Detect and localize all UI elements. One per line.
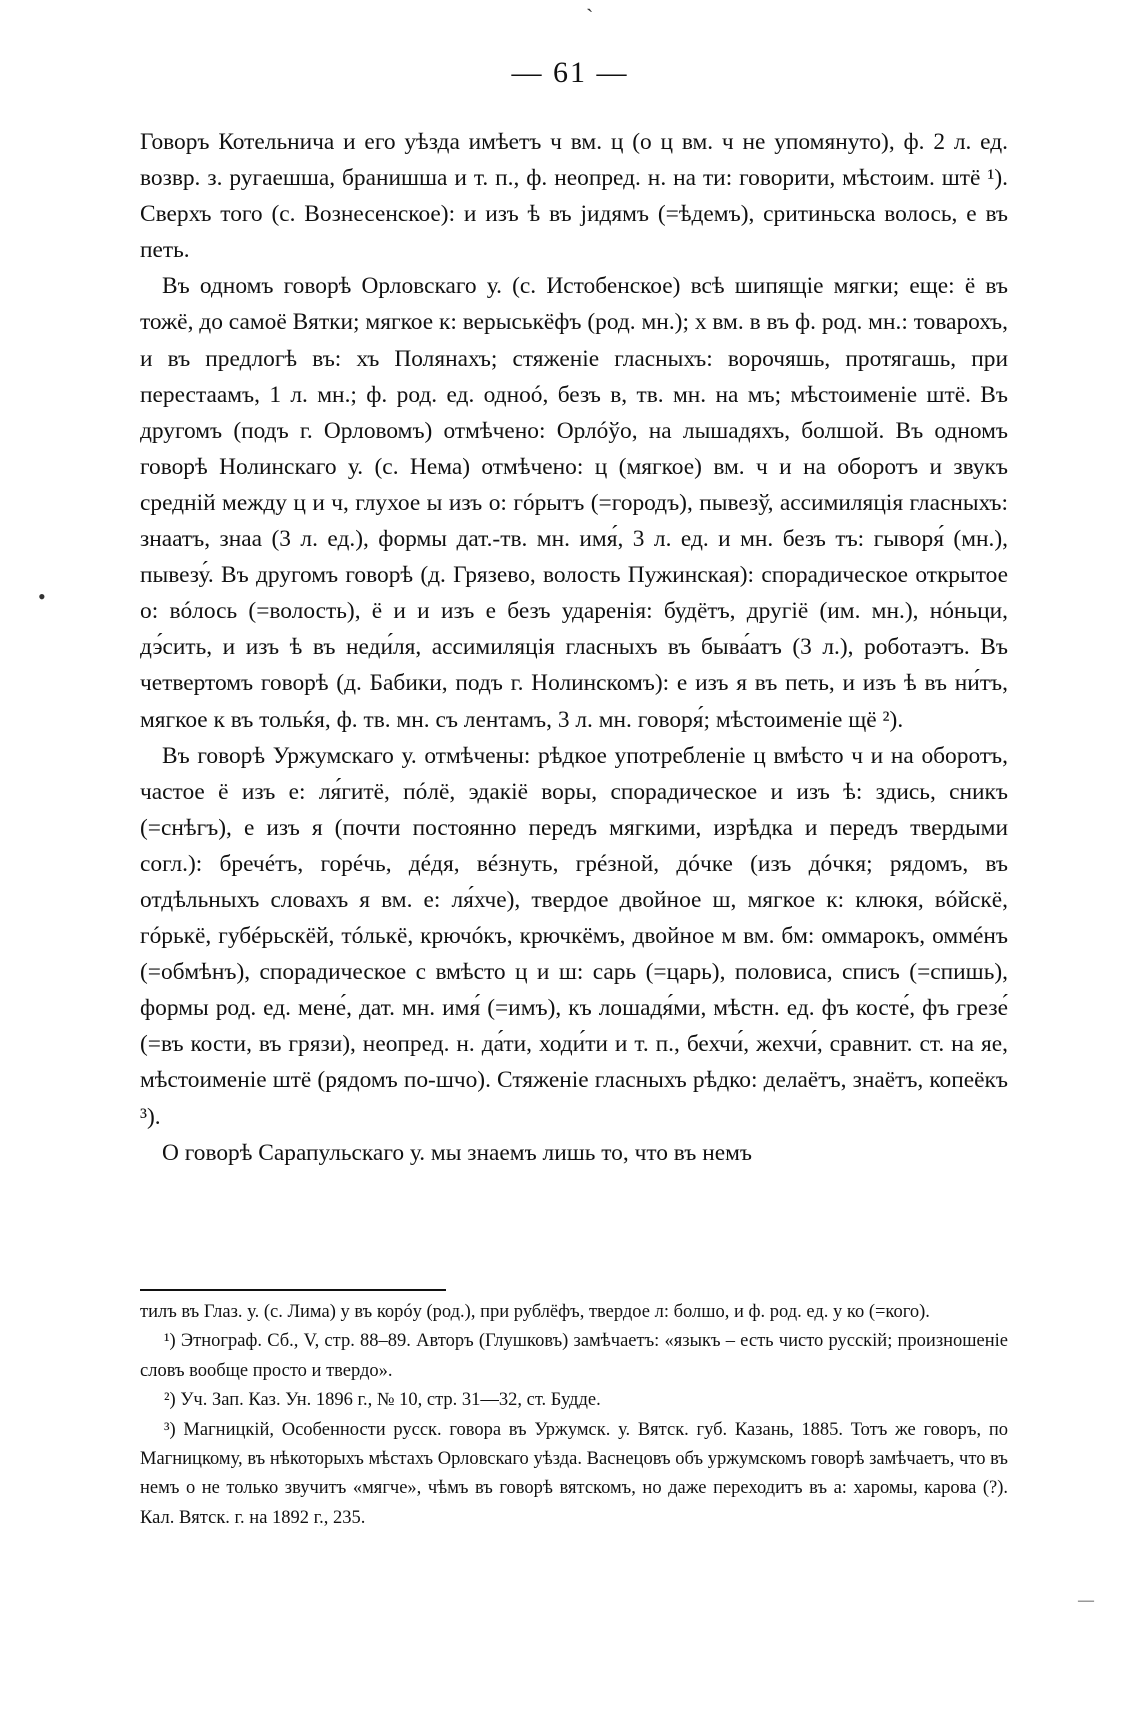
paragraph-sarapul: О говорѣ Сарапульскаго у. мы знаемъ лишь то, что въ немъ (162, 1139, 752, 1166)
page-number: — 61 — (511, 56, 629, 89)
footnotes (140, 1298, 1008, 1533)
main-text (140, 124, 1008, 1171)
print-dot: • (38, 584, 46, 609)
footnote-1: ¹) Этнограф. Сб., V, стр. 88–89. Авторъ (Глушковъ) замѣчаетъ: «языкъ – есть чисто русскій; произношеніе словъ вообще просто и твердо». (140, 1331, 1008, 1381)
footnote-3: ³) Магницкій, Особенности русск. говора въ Уржумск. у. Вятск. губ. Казань, 1885. Тотъ же говоръ, по Магницкому, въ нѣкоторыхъ мѣстахъ Орловскаго уѣзда. Васнецовъ объ уржумскомъ говорѣ замѣчаетъ, что въ немъ о не только звучитъ «мягче», чѣмъ въ говорѣ вятскомъ, но даже переходитъ въ а: харомы, карова (?). Кал. Вятск. г. на 1892 г., 235. (140, 1419, 1008, 1528)
paragraph-orlov-nolinsk: Въ одномъ говорѣ Орловскаго у. (с. Истобенское) всѣ шипящіе мягки; еще: ё въ тожё, до самоё Вятки; мягкое к: верыськёфъ (род. мн.); х вм. в въ ф. род. мн.: товарохъ, и въ предлогѣ въ: хъ Полянахъ; стяженіе гласныхъ: ворочяшь, протягашь, при перестаамъ, 1 л. мн.; ф. род. ед. одноó, безъ в, тв. мн. на мъ; мѣстоименіе штё. Въ другомъ (подъ г. Орловомъ) отмѣчено: Орлóўо, на лышадяхъ, болшой. Въ одномъ говорѣ Нолинскаго у. (с. Нема) отмѣчено: ц (мягкое) вм. ч и на оборотъ и звукъ средній между ц и ч, глухое ы изъ о: гóрытъ (=городъ), пывезў, ассимиляція гласныхъ: знаатъ, знаа (3 л. ед.), формы дат.-тв. мн. имя́, 3 л. ед. и мн. безъ тъ: гыворя́ (мн.), пывезу́. Въ другомъ говорѣ (д. Грязево, волость Пужинская): спорадическое открытое о: вóлось (=волость), ё и и изъ е безъ ударенія: будётъ, другіё (им. мн.), нóньци, дэ́сить, и изъ ѣ въ неди́ля, ассимиляція гласныхъ въ быва́атъ (3 л.), роботаэтъ. Въ четвертомъ говорѣ (д. Бабики, подъ г. Нолинскомъ): е изъ я въ петь, и изъ ѣ въ ни́тъ, мягкое к въ тольќя, ф. тв. мн. съ лентамъ, 3 л. мн. говоря́; мѣстоименіе щё ²). (140, 273, 1008, 733)
print-speck: ` (586, 4, 594, 29)
footnote-continuation: тилъ въ Глаз. у. (с. Лима) у въ корóу (род.), при рублёфъ, твердое л: болшо, и ф. род. ед. у ко (=кого). (140, 1302, 930, 1322)
footnote-2: ²) Уч. Зап. Каз. Ун. 1896 г., № 10, стр. 31—32, ст. Будде. (164, 1390, 601, 1411)
paragraph-urzhum: Въ говорѣ Уржумскаго у. отмѣчены: рѣдкое употребленіе ц вмѣсто ч и на оборотъ, частое ё изъ е: ля́гитё, пóлё, эдакіё воры, спорадическое и изъ ѣ: здись, сникъ (=снѣгъ), е изъ я (почти постоянно передъ мягкими, изрѣдка и передъ твердыми согл.): бречéтъ, горéчь, дéдя, вéзнуть, грéзной, дóчке (изъ дóчкя; рядомъ, въ отдѣльныхъ словахъ я вм. е: ля́хче), твердое двойное ш, мягкое к: клюкя, вóйскё, гóрькё, губéрьскёй, тóлькё, крючóкъ, крючкёмъ, двойное м вм. бм: оммарокъ, оммéнъ (=обмѣнъ), спорадическое с вмѣсто ц и ш: сарь (=царь), половиса, списъ (=спишь), формы род. ед. мене́, дат. мн. имя́ (=имъ), къ лошадя́ми, мѣстн. ед. фъ косте́, фъ грезе́ (=въ кости, въ грязи), неопред. н. да́ти, ходи́ти и т. п., бехчи́, жехчи́, сравнит. ст. на яе, мѣстоименіе штё (рядомъ по-шчо). Стяженіе гласныхъ рѣдко: делаётъ, знаётъ, копеёкъ ³). (140, 742, 1008, 1130)
print-dash: — (1078, 1592, 1094, 1609)
footnote-divider (140, 1289, 446, 1291)
paragraph-kotelnich: Говоръ Котельнича и его уѣзда имѣетъ ч вм. ц (о ц вм. ч не упомянуто), ф. 2 л. ед. возвр. з. ругаешша, бранишша и т. п., ф. неопред. н. на ти: говорити, мѣстоим. штё ¹). Сверхъ того (с. Вознесенское): и изъ ѣ въ јидямъ (=ѣдемъ), сритиньска волось, е въ петь. (140, 129, 1008, 264)
